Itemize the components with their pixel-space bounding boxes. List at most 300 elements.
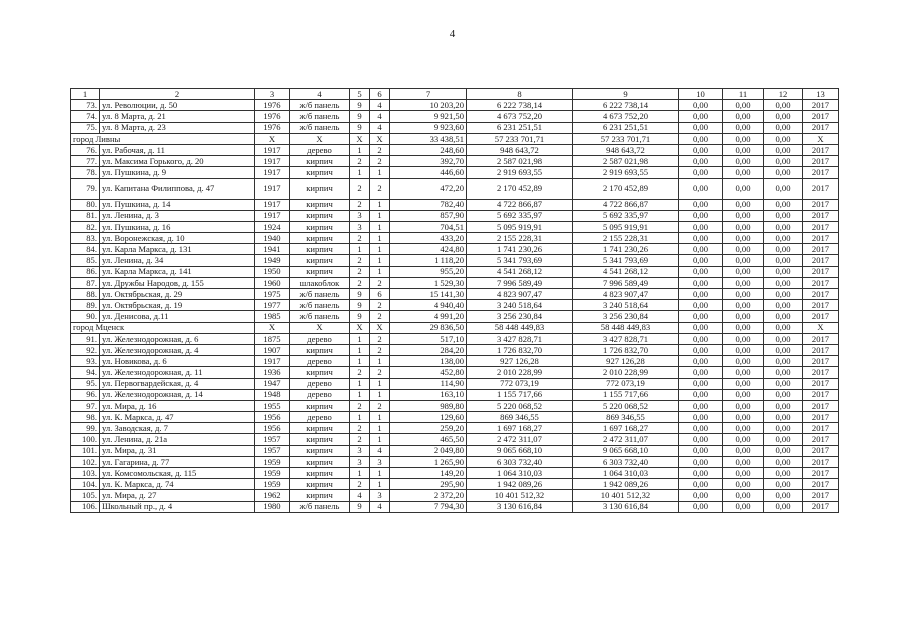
row-number: 86. bbox=[71, 266, 100, 277]
group-area: 29 836,50 bbox=[390, 322, 467, 333]
entrances: 1 bbox=[370, 389, 390, 400]
year-built: 1960 bbox=[255, 277, 290, 288]
table-row bbox=[71, 468, 839, 479]
table-row bbox=[71, 156, 839, 167]
total-cost: 2 010 228,99 bbox=[467, 367, 573, 378]
cost-col9: 2 587 021,98 bbox=[573, 156, 679, 167]
year-built: 1959 bbox=[255, 456, 290, 467]
cost-col11: 0,00 bbox=[723, 210, 764, 221]
total-cost: 3 130 616,84 bbox=[467, 501, 573, 512]
table-row bbox=[71, 479, 839, 490]
cost-col11: 0,00 bbox=[723, 289, 764, 300]
area: 149,20 bbox=[390, 468, 467, 479]
total-cost: 10 401 512,32 bbox=[467, 490, 573, 501]
group-cost-col11: 0,00 bbox=[723, 322, 764, 333]
cost-col9: 2 472 311,07 bbox=[573, 434, 679, 445]
total-cost: 4 823 907,47 bbox=[467, 289, 573, 300]
row-number: 87. bbox=[71, 277, 100, 288]
wall-material: ж/б панель bbox=[290, 311, 350, 322]
cost-col10: 0,00 bbox=[679, 445, 723, 456]
area: 955,20 bbox=[390, 266, 467, 277]
cost-col11: 0,00 bbox=[723, 479, 764, 490]
address: ул. 8 Марта, д. 23 bbox=[100, 122, 255, 133]
cost-col12: 0,00 bbox=[764, 367, 803, 378]
entrances: 1 bbox=[370, 167, 390, 178]
total-cost: 1 697 168,27 bbox=[467, 423, 573, 434]
address: ул. Мира, д. 31 bbox=[100, 445, 255, 456]
year-built: 1917 bbox=[255, 156, 290, 167]
year-built: 1957 bbox=[255, 445, 290, 456]
area: 284,20 bbox=[390, 344, 467, 355]
table-row bbox=[71, 221, 839, 232]
row-number: 76. bbox=[71, 144, 100, 155]
floors: 4 bbox=[350, 490, 370, 501]
group-floors: Х bbox=[350, 322, 370, 333]
row-number: 95. bbox=[71, 378, 100, 389]
table-row bbox=[71, 111, 839, 122]
group-year-built: Х bbox=[255, 133, 290, 144]
cost-col12: 0,00 bbox=[764, 221, 803, 232]
cost-col12: 0,00 bbox=[764, 456, 803, 467]
cost-col12: 0,00 bbox=[764, 156, 803, 167]
cost-col10: 0,00 bbox=[679, 144, 723, 155]
address: ул. Железнодорожная, д. 4 bbox=[100, 344, 255, 355]
cost-col9: 5 220 068,52 bbox=[573, 400, 679, 411]
cost-col12: 0,00 bbox=[764, 255, 803, 266]
wall-material: кирпич bbox=[290, 210, 350, 221]
area: 424,80 bbox=[390, 244, 467, 255]
cost-col9: 1 726 832,70 bbox=[573, 344, 679, 355]
wall-material: ж/б панель bbox=[290, 300, 350, 311]
cost-col12: 0,00 bbox=[764, 344, 803, 355]
cost-col11: 0,00 bbox=[723, 490, 764, 501]
entrances: 1 bbox=[370, 412, 390, 423]
row-number: 104. bbox=[71, 479, 100, 490]
cost-col10: 0,00 bbox=[679, 221, 723, 232]
cost-col12: 0,00 bbox=[764, 356, 803, 367]
wall-material: кирпич bbox=[290, 445, 350, 456]
row-number: 99. bbox=[71, 423, 100, 434]
row-number: 84. bbox=[71, 244, 100, 255]
year-built: 1948 bbox=[255, 389, 290, 400]
table-row bbox=[71, 199, 839, 210]
wall-material: дерево bbox=[290, 378, 350, 389]
cost-col9: 5 095 919,91 bbox=[573, 221, 679, 232]
year-built: 1985 bbox=[255, 311, 290, 322]
cost-col12: 0,00 bbox=[764, 311, 803, 322]
entrances: 4 bbox=[370, 122, 390, 133]
row-number: 106. bbox=[71, 501, 100, 512]
cost-col10: 0,00 bbox=[679, 468, 723, 479]
table-row bbox=[71, 344, 839, 355]
cost-col10: 0,00 bbox=[679, 156, 723, 167]
cost-col10: 0,00 bbox=[679, 311, 723, 322]
header-cell: 6 bbox=[370, 89, 390, 100]
entrances: 2 bbox=[370, 178, 390, 199]
entrances: 2 bbox=[370, 144, 390, 155]
entrances: 4 bbox=[370, 501, 390, 512]
total-cost: 1 726 832,70 bbox=[467, 344, 573, 355]
floors: 9 bbox=[350, 311, 370, 322]
total-cost: 5 692 335,97 bbox=[467, 210, 573, 221]
floors: 1 bbox=[350, 356, 370, 367]
table-row bbox=[71, 423, 839, 434]
address: ул. Ленина, д. 34 bbox=[100, 255, 255, 266]
entrances: 1 bbox=[370, 468, 390, 479]
floors: 2 bbox=[350, 156, 370, 167]
year-planned: 2017 bbox=[803, 456, 839, 467]
floors: 1 bbox=[350, 378, 370, 389]
year-planned: 2017 bbox=[803, 144, 839, 155]
cost-col12: 0,00 bbox=[764, 400, 803, 411]
area: 1 529,30 bbox=[390, 277, 467, 288]
row-number: 92. bbox=[71, 344, 100, 355]
header-cell: 13 bbox=[803, 89, 839, 100]
entrances: 4 bbox=[370, 445, 390, 456]
address: ул. Пушкина, д. 9 bbox=[100, 167, 255, 178]
total-cost: 4 722 866,87 bbox=[467, 199, 573, 210]
address: ул. Дружбы Народов, д. 155 bbox=[100, 277, 255, 288]
floors: 2 bbox=[350, 479, 370, 490]
table-row bbox=[71, 311, 839, 322]
cost-col10: 0,00 bbox=[679, 490, 723, 501]
total-cost: 6 231 251,51 bbox=[467, 122, 573, 133]
total-cost: 2 155 228,31 bbox=[467, 233, 573, 244]
total-cost: 1 155 717,66 bbox=[467, 389, 573, 400]
cost-col10: 0,00 bbox=[679, 423, 723, 434]
cost-col10: 0,00 bbox=[679, 167, 723, 178]
cost-col10: 0,00 bbox=[679, 178, 723, 199]
year-built: 1959 bbox=[255, 479, 290, 490]
group-cost-col10: 0,00 bbox=[679, 133, 723, 144]
cost-col10: 0,00 bbox=[679, 400, 723, 411]
floors: 1 bbox=[350, 167, 370, 178]
year-planned: 2017 bbox=[803, 289, 839, 300]
cost-col10: 0,00 bbox=[679, 456, 723, 467]
cost-col11: 0,00 bbox=[723, 445, 764, 456]
area: 10 203,20 bbox=[390, 100, 467, 111]
address: ул. Железнодорожная, д. 6 bbox=[100, 333, 255, 344]
year-built: 1917 bbox=[255, 199, 290, 210]
floors: 1 bbox=[350, 333, 370, 344]
wall-material: кирпич bbox=[290, 367, 350, 378]
cost-col9: 5 692 335,97 bbox=[573, 210, 679, 221]
cost-col9: 4 823 907,47 bbox=[573, 289, 679, 300]
housing-table bbox=[70, 88, 839, 513]
cost-col11: 0,00 bbox=[723, 456, 764, 467]
wall-material: кирпич bbox=[290, 468, 350, 479]
cost-col10: 0,00 bbox=[679, 289, 723, 300]
total-cost: 2 919 693,55 bbox=[467, 167, 573, 178]
address: Школьный пр., д. 4 bbox=[100, 501, 255, 512]
group-wall-material: Х bbox=[290, 322, 350, 333]
wall-material: дерево bbox=[290, 356, 350, 367]
cost-col12: 0,00 bbox=[764, 266, 803, 277]
total-cost: 4 541 268,12 bbox=[467, 266, 573, 277]
year-planned: 2017 bbox=[803, 122, 839, 133]
year-built: 1976 bbox=[255, 100, 290, 111]
cost-col10: 0,00 bbox=[679, 100, 723, 111]
floors: 1 bbox=[350, 144, 370, 155]
address: ул. Новикова, д. 6 bbox=[100, 356, 255, 367]
group-row bbox=[71, 322, 839, 333]
year-built: 1976 bbox=[255, 122, 290, 133]
table-row bbox=[71, 412, 839, 423]
total-cost: 948 643,72 bbox=[467, 144, 573, 155]
address: ул. Революции, д. 50 bbox=[100, 100, 255, 111]
group-entrances: Х bbox=[370, 133, 390, 144]
floors: 9 bbox=[350, 501, 370, 512]
year-built: 1940 bbox=[255, 233, 290, 244]
total-cost: 6 303 732,40 bbox=[467, 456, 573, 467]
table-row bbox=[71, 490, 839, 501]
area: 4 940,40 bbox=[390, 300, 467, 311]
area: 295,90 bbox=[390, 479, 467, 490]
cost-col11: 0,00 bbox=[723, 111, 764, 122]
floors: 2 bbox=[350, 367, 370, 378]
table-row bbox=[71, 356, 839, 367]
cost-col10: 0,00 bbox=[679, 378, 723, 389]
wall-material: ж/б панель bbox=[290, 289, 350, 300]
floors: 3 bbox=[350, 221, 370, 232]
cost-col9: 4 722 866,87 bbox=[573, 199, 679, 210]
address: ул. Пушкина, д. 14 bbox=[100, 199, 255, 210]
cost-col11: 0,00 bbox=[723, 400, 764, 411]
cost-col11: 0,00 bbox=[723, 501, 764, 512]
area: 1 118,20 bbox=[390, 255, 467, 266]
year-built: 1947 bbox=[255, 378, 290, 389]
cost-col12: 0,00 bbox=[764, 199, 803, 210]
address: ул. Карла Маркса, д. 131 bbox=[100, 244, 255, 255]
header-cell: 7 bbox=[390, 89, 467, 100]
entrances: 1 bbox=[370, 266, 390, 277]
row-number: 79. bbox=[71, 178, 100, 199]
cost-col10: 0,00 bbox=[679, 266, 723, 277]
cost-col11: 0,00 bbox=[723, 423, 764, 434]
row-number: 100. bbox=[71, 434, 100, 445]
year-built: 1956 bbox=[255, 412, 290, 423]
year-planned: 2017 bbox=[803, 501, 839, 512]
floors: 1 bbox=[350, 344, 370, 355]
wall-material: кирпич bbox=[290, 156, 350, 167]
cost-col10: 0,00 bbox=[679, 210, 723, 221]
cost-col9: 4 673 752,20 bbox=[573, 111, 679, 122]
group-total-cost: 57 233 701,71 bbox=[467, 133, 573, 144]
group-wall-material: Х bbox=[290, 133, 350, 144]
area: 138,00 bbox=[390, 356, 467, 367]
header-cell: 9 bbox=[573, 89, 679, 100]
wall-material: кирпич bbox=[290, 255, 350, 266]
cost-col11: 0,00 bbox=[723, 311, 764, 322]
total-cost: 4 673 752,20 bbox=[467, 111, 573, 122]
area: 452,80 bbox=[390, 367, 467, 378]
cost-col9: 3 256 230,84 bbox=[573, 311, 679, 322]
area: 2 049,80 bbox=[390, 445, 467, 456]
row-number: 97. bbox=[71, 400, 100, 411]
table-row bbox=[71, 178, 839, 199]
group-cost-col12: 0,00 bbox=[764, 133, 803, 144]
area: 15 141,30 bbox=[390, 289, 467, 300]
floors: 3 bbox=[350, 456, 370, 467]
area: 704,51 bbox=[390, 221, 467, 232]
table-row bbox=[71, 244, 839, 255]
year-built: 1975 bbox=[255, 289, 290, 300]
wall-material: кирпич bbox=[290, 199, 350, 210]
wall-material: кирпич bbox=[290, 233, 350, 244]
floors: 2 bbox=[350, 277, 370, 288]
entrances: 1 bbox=[370, 356, 390, 367]
floors: 2 bbox=[350, 178, 370, 199]
entrances: 3 bbox=[370, 490, 390, 501]
floors: 9 bbox=[350, 122, 370, 133]
year-planned: 2017 bbox=[803, 178, 839, 199]
total-cost: 2 587 021,98 bbox=[467, 156, 573, 167]
total-cost: 6 222 738,14 bbox=[467, 100, 573, 111]
year-planned: 2017 bbox=[803, 199, 839, 210]
table-row bbox=[71, 144, 839, 155]
wall-material: кирпич bbox=[290, 221, 350, 232]
total-cost: 1 741 230,26 bbox=[467, 244, 573, 255]
header-cell: 12 bbox=[764, 89, 803, 100]
cost-col9: 3 427 828,71 bbox=[573, 333, 679, 344]
table-row bbox=[71, 122, 839, 133]
year-planned: 2017 bbox=[803, 389, 839, 400]
total-cost: 7 996 589,49 bbox=[467, 277, 573, 288]
address: ул. Денисова, д.11 bbox=[100, 311, 255, 322]
address: ул. Капитана Филиппова, д. 47 bbox=[100, 178, 255, 199]
table-row bbox=[71, 167, 839, 178]
year-built: 1977 bbox=[255, 300, 290, 311]
year-built: 1917 bbox=[255, 210, 290, 221]
row-number: 74. bbox=[71, 111, 100, 122]
row-number: 105. bbox=[71, 490, 100, 501]
cost-col12: 0,00 bbox=[764, 167, 803, 178]
area: 248,60 bbox=[390, 144, 467, 155]
header-cell: 4 bbox=[290, 89, 350, 100]
address: ул. Воронежская, д. 10 bbox=[100, 233, 255, 244]
entrances: 1 bbox=[370, 221, 390, 232]
year-planned: 2017 bbox=[803, 244, 839, 255]
year-planned: 2017 bbox=[803, 400, 839, 411]
group-cost-col12: 0,00 bbox=[764, 322, 803, 333]
cost-col11: 0,00 bbox=[723, 468, 764, 479]
cost-col9: 1 064 310,03 bbox=[573, 468, 679, 479]
entrances: 2 bbox=[370, 367, 390, 378]
table-row bbox=[71, 289, 839, 300]
floors: 9 bbox=[350, 289, 370, 300]
entrances: 2 bbox=[370, 311, 390, 322]
total-cost: 5 095 919,91 bbox=[467, 221, 573, 232]
table-row bbox=[71, 445, 839, 456]
address: ул. Максима Горького, д. 20 bbox=[100, 156, 255, 167]
total-cost: 3 256 230,84 bbox=[467, 311, 573, 322]
area: 989,80 bbox=[390, 400, 467, 411]
cost-col9: 9 065 668,10 bbox=[573, 445, 679, 456]
cost-col9: 1 155 717,66 bbox=[573, 389, 679, 400]
cost-col12: 0,00 bbox=[764, 100, 803, 111]
row-number: 93. bbox=[71, 356, 100, 367]
cost-col9: 6 303 732,40 bbox=[573, 456, 679, 467]
table-row bbox=[71, 233, 839, 244]
area: 7 794,30 bbox=[390, 501, 467, 512]
year-planned: 2017 bbox=[803, 221, 839, 232]
group-cost-col11: 0,00 bbox=[723, 133, 764, 144]
cost-col11: 0,00 bbox=[723, 300, 764, 311]
area: 857,90 bbox=[390, 210, 467, 221]
wall-material: дерево bbox=[290, 389, 350, 400]
total-cost: 3 427 828,71 bbox=[467, 333, 573, 344]
cost-col12: 0,00 bbox=[764, 423, 803, 434]
cost-col10: 0,00 bbox=[679, 233, 723, 244]
cost-col11: 0,00 bbox=[723, 367, 764, 378]
cost-col10: 0,00 bbox=[679, 434, 723, 445]
entrances: 4 bbox=[370, 111, 390, 122]
cost-col9: 6 231 251,51 bbox=[573, 122, 679, 133]
area: 2 372,20 bbox=[390, 490, 467, 501]
entrances: 2 bbox=[370, 333, 390, 344]
entrances: 4 bbox=[370, 100, 390, 111]
cost-col10: 0,00 bbox=[679, 255, 723, 266]
cost-col10: 0,00 bbox=[679, 344, 723, 355]
cost-col11: 0,00 bbox=[723, 266, 764, 277]
year-built: 1956 bbox=[255, 423, 290, 434]
year-built: 1917 bbox=[255, 167, 290, 178]
row-number: 78. bbox=[71, 167, 100, 178]
floors: 2 bbox=[350, 423, 370, 434]
year-planned: 2017 bbox=[803, 156, 839, 167]
group-row bbox=[71, 133, 839, 144]
year-built: 1936 bbox=[255, 367, 290, 378]
total-cost: 2 472 311,07 bbox=[467, 434, 573, 445]
address: ул. Железнодорожная, д. 11 bbox=[100, 367, 255, 378]
header-cell: 1 bbox=[71, 89, 100, 100]
area: 517,10 bbox=[390, 333, 467, 344]
row-number: 98. bbox=[71, 412, 100, 423]
wall-material: кирпич bbox=[290, 434, 350, 445]
cost-col9: 6 222 738,14 bbox=[573, 100, 679, 111]
year-planned: 2017 bbox=[803, 277, 839, 288]
table-row bbox=[71, 300, 839, 311]
year-planned: 2017 bbox=[803, 210, 839, 221]
cost-col12: 0,00 bbox=[764, 501, 803, 512]
year-built: 1957 bbox=[255, 434, 290, 445]
cost-col9: 948 643,72 bbox=[573, 144, 679, 155]
entrances: 1 bbox=[370, 255, 390, 266]
group-label: город Ливны bbox=[71, 133, 255, 144]
row-number: 83. bbox=[71, 233, 100, 244]
table-row bbox=[71, 367, 839, 378]
year-built: 1917 bbox=[255, 144, 290, 155]
page-number: 4 bbox=[449, 28, 456, 40]
year-built: 1924 bbox=[255, 221, 290, 232]
cost-col10: 0,00 bbox=[679, 501, 723, 512]
entrances: 2 bbox=[370, 156, 390, 167]
floors: 2 bbox=[350, 434, 370, 445]
total-cost: 9 065 668,10 bbox=[467, 445, 573, 456]
cost-col9: 10 401 512,32 bbox=[573, 490, 679, 501]
row-number: 96. bbox=[71, 389, 100, 400]
entrances: 1 bbox=[370, 378, 390, 389]
wall-material: кирпич bbox=[290, 266, 350, 277]
area: 259,20 bbox=[390, 423, 467, 434]
floors: 9 bbox=[350, 300, 370, 311]
address: ул. Карла Маркса, д. 141 bbox=[100, 266, 255, 277]
area: 433,20 bbox=[390, 233, 467, 244]
row-number: 101. bbox=[71, 445, 100, 456]
table-row bbox=[71, 333, 839, 344]
cost-col10: 0,00 bbox=[679, 367, 723, 378]
entrances: 2 bbox=[370, 300, 390, 311]
